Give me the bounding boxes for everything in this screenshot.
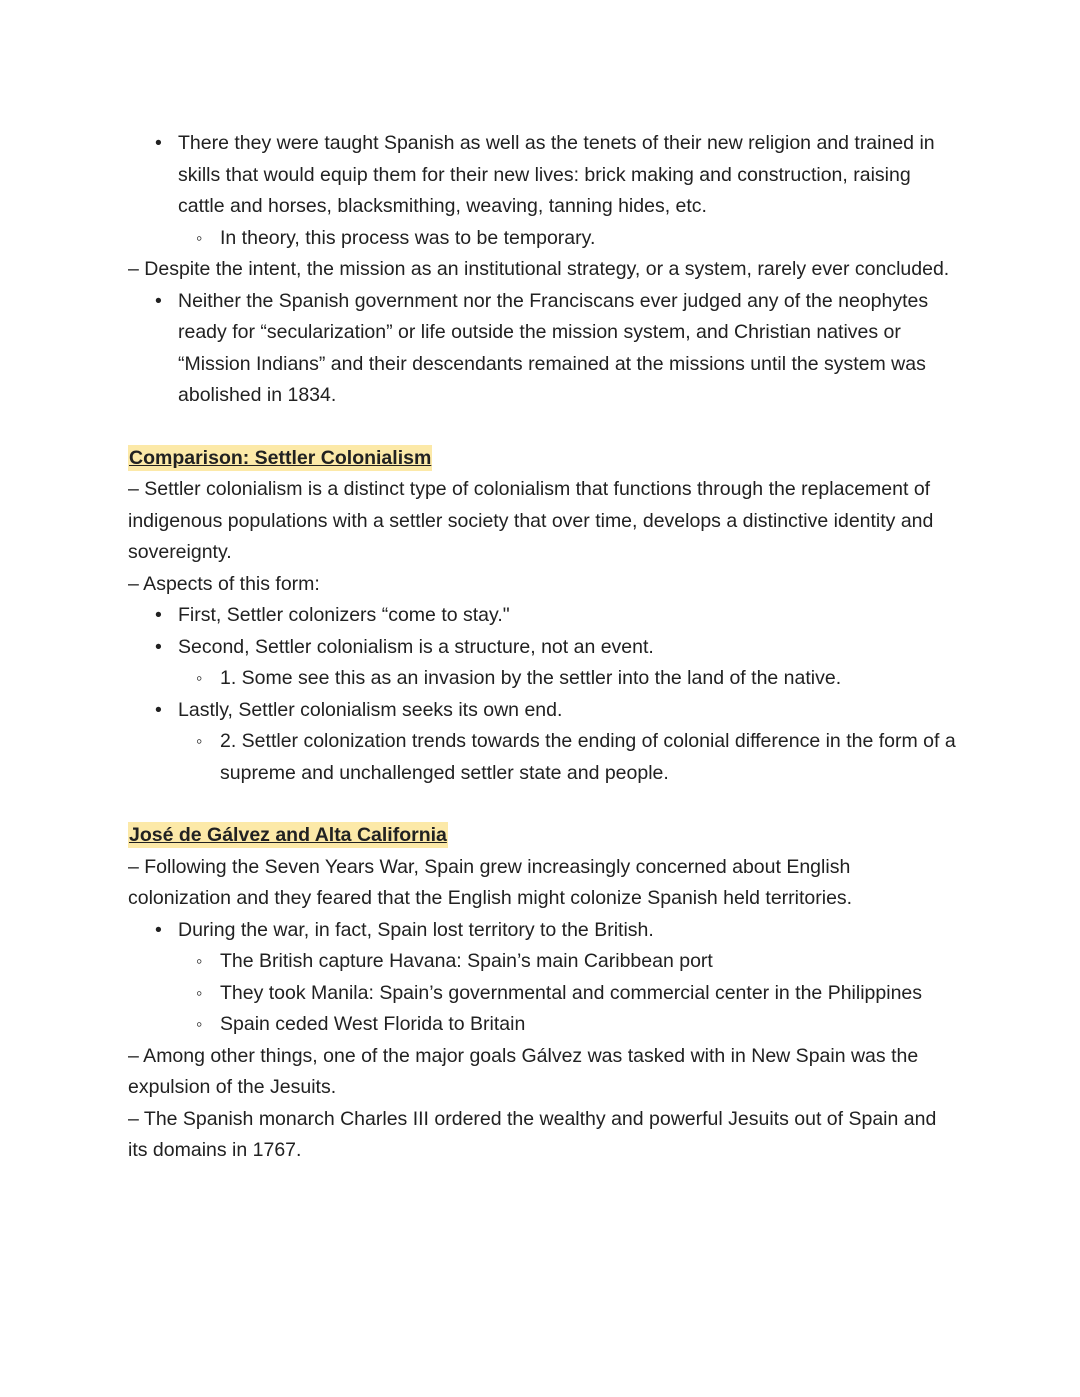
bullet-item — [128, 915, 958, 947]
bullet-item — [128, 632, 958, 664]
bullet-text: First, Settler colonizers “come to stay." — [178, 604, 510, 626]
bullet-icon: • — [155, 635, 162, 658]
sub-bullet-text: 2. Settler colonization trends towards the ending of colonial difference in the form of a supreme and unchallenged settler state and people. — [220, 730, 956, 784]
paragraph: – Following the Seven Years War, Spain grew increasingly concerned about English colonization and they feared that the English might colonize Spanish held territories. — [128, 855, 853, 909]
sub-bullet-item — [128, 946, 958, 978]
paragraph: – Aspects of this form: — [128, 572, 320, 595]
bullet-text: Second, Settler colonialism is a structure, not an event. — [178, 635, 654, 658]
circle-bullet-icon: ◦ — [196, 668, 203, 688]
sub-bullet-item — [128, 726, 958, 789]
bullet-text: Neither the Spanish government nor the Franciscans ever judged any of the neophytes ready for “secularization” or life outside the mission system, and Christian natives or “Mission Indians” and their descendants remained at the missions until the system was abolished in 1834. — [178, 289, 929, 406]
bullet-icon: • — [155, 604, 162, 626]
bullet-item — [128, 286, 958, 412]
section-heading-comparison — [128, 443, 958, 475]
circle-bullet-icon: ◦ — [196, 227, 203, 248]
bullet-icon: • — [155, 698, 162, 721]
sub-bullet-text: In theory, this process was to be temporary. — [220, 226, 596, 249]
bullet-icon: • — [155, 289, 162, 312]
bullet-item — [128, 128, 958, 223]
circle-bullet-icon: ◦ — [196, 982, 203, 1003]
circle-bullet-icon: ◦ — [196, 1014, 203, 1034]
sub-bullet-item — [128, 663, 958, 695]
bullet-icon: • — [155, 918, 162, 941]
paragraph: – Despite the intent, the mission as an institutional strategy, or a system, rarely ever concluded. — [128, 258, 950, 280]
bullet-item — [128, 695, 958, 727]
bullet-icon: • — [155, 132, 162, 154]
section-heading-galvez — [128, 820, 958, 852]
sub-bullet-item — [128, 223, 958, 255]
circle-bullet-icon: ◦ — [196, 951, 203, 971]
bullet-item — [128, 600, 958, 632]
sub-bullet-text: 1. Some see this as an invasion by the settler into the land of the native. — [220, 667, 842, 689]
section-heading-text: José de Gálvez and Alta California — [129, 824, 447, 846]
paragraph: – Among other things, one of the major goals Gálvez was tasked with in New Spain was the expulsion of the Jesuits. — [128, 1044, 919, 1098]
sub-bullet-text: They took Manila: Spain’s governmental and commercial center in the Philippines — [220, 981, 923, 1004]
bullet-text: There they were taught Spanish as well as the tenets of their new religion and trained in skills that would equip them for their new lives: brick making and construction, raising cattle and horses, blacksmithing, weaving, tanning hides, etc. — [178, 132, 935, 217]
sub-bullet-item — [128, 978, 958, 1010]
bullet-text: During the war, in fact, Spain lost territory to the British. — [178, 918, 654, 941]
sub-bullet-text: Spain ceded West Florida to Britain — [220, 1013, 526, 1035]
sub-bullet-text: The British capture Havana: Spain’s main Caribbean port — [220, 950, 713, 972]
paragraph: – The Spanish monarch Charles III ordered the wealthy and powerful Jesuits out of Spain and its domains in 1767. — [128, 1107, 937, 1161]
sub-bullet-item — [128, 1009, 958, 1041]
circle-bullet-icon: ◦ — [196, 731, 203, 751]
bullet-text: Lastly, Settler colonialism seeks its own end. — [178, 698, 563, 721]
section-heading-text: Comparison: Settler Colonialism — [129, 446, 432, 469]
paragraph: – Settler colonialism is a distinct type of colonialism that functions through the replacement of indigenous populations with a settler society that over time, develops a distinctive identity and sovereignty. — [128, 478, 934, 563]
